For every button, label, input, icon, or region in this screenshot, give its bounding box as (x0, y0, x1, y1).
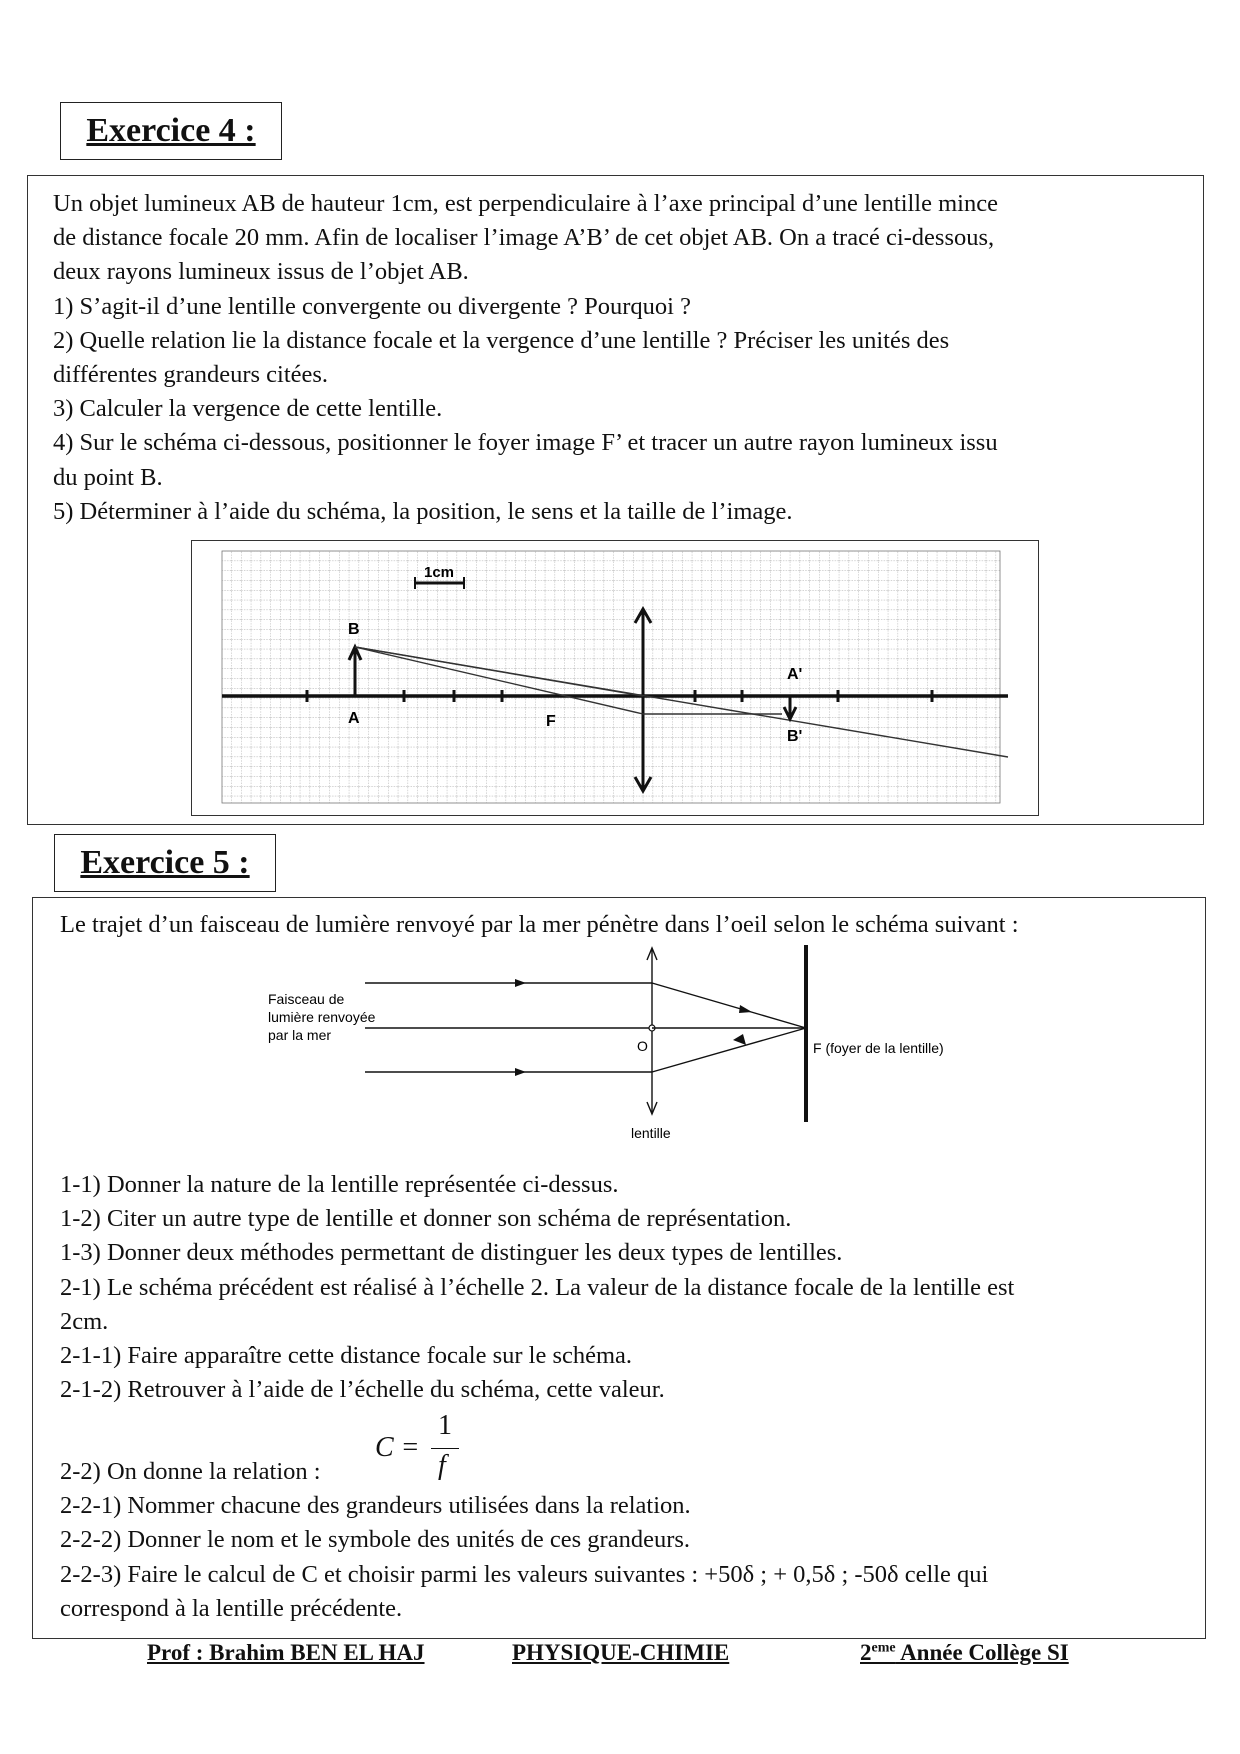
ex4-line: du point B. (53, 463, 163, 491)
ex4-question-3: 3) Calculer la vergence de cette lentille. (53, 395, 443, 423)
ex5-question-2-1-2: 2-1-2) Retrouver à l’aide de l’échelle du schéma, cette valeur. (60, 1376, 665, 1404)
formula-denominator: f (438, 1450, 446, 1481)
ex4-line: de distance focale 20 mm. Afin de localiser l’image A’B’ de cet objet AB. On a tracé ci-dessous, (53, 224, 995, 252)
exercise-5-questions-2 (60, 1455, 988, 1626)
ex4-question-2: 2) Quelle relation lie la distance focale et la vergence d’une lentille ? Préciser les unités des (53, 326, 950, 354)
label-lens: lentille (631, 1125, 671, 1140)
ex5-line: 2cm. (60, 1307, 109, 1335)
label-B-prime: B' (787, 728, 803, 745)
graph-paper (222, 551, 1000, 803)
refracted-rays (652, 983, 806, 1072)
formula-numerator: 1 (438, 1410, 452, 1441)
eye-lens-diagram (260, 940, 1020, 1140)
ex5-question-1-1: 1-1) Donner la nature de la lentille représentée ci-dessus. (60, 1171, 619, 1198)
label-B: B (348, 621, 360, 638)
ex4-line: deux rayons lumineux issus de l’objet AB. (53, 258, 469, 286)
exercise-4-title (60, 102, 282, 160)
scale-label: 1cm (423, 564, 455, 581)
formula-fraction-bar (431, 1448, 459, 1449)
footer-level (860, 1640, 1069, 1666)
ex4-question-5: 5) Déterminer à l’aide du schéma, la position, le sens et la taille de l’image. (53, 497, 793, 525)
beam-label-3: par la mer (268, 1027, 332, 1043)
exercise-4-text (53, 187, 998, 529)
ex5-question-2-2-1: 2-2-1) Nommer chacune des grandeurs utilisées dans la relation. (60, 1492, 691, 1520)
incident-rays (365, 983, 652, 1072)
ex5-question-2-1-1: 2-1-1) Faire apparaître cette distance focale sur le schéma. (60, 1342, 633, 1370)
label-O: O (637, 1038, 648, 1054)
ex5-question-2-2-3: 2-2-3) Faire le calcul de C et choisir parmi les valeurs suivantes : +50δ ; + 0,5δ ; -50δ celle qui (60, 1560, 989, 1588)
footer-teacher-text: Prof : Brahim BEN EL HAJ (147, 1640, 425, 1665)
ex5-question-2-1: 2-1) Le schéma précédent est réalisé à l’échelle 2. La valeur de la distance focale de la lentille est (60, 1273, 1015, 1301)
ex5-question-2-2-2: 2-2-2) Donner le nom et le symbole des unités de ces grandeurs. (60, 1526, 691, 1554)
footer-subject-text: PHYSIQUE-CHIMIE (512, 1640, 730, 1665)
label-A: A (348, 710, 360, 727)
ex5-line: correspond à la lentille précédente. (60, 1594, 403, 1622)
lens-grid-svg (192, 541, 1038, 815)
label-A-prime: A' (787, 666, 803, 683)
ex4-question-1: 1) S’agit-il d’une lentille convergente ou divergente ? Pourquoi ? (53, 292, 691, 320)
label-F-focus: F (foyer de la lentille) (813, 1040, 944, 1056)
footer-level-num: 2 (860, 1640, 872, 1665)
ex5-intro-line: Le trajet d’un faisceau de lumière renvoyé par la mer pénètre dans l’oeil selon le schéma suivant : (60, 911, 1019, 938)
exercise-4-title-text: Exercice 4 : (86, 112, 256, 149)
footer-subject (512, 1640, 729, 1666)
footer-teacher (147, 1640, 425, 1666)
formula-lhs: C = (375, 1432, 420, 1463)
beam-label-1: Faisceau de (268, 991, 345, 1007)
footer-level-sup: eme (871, 1640, 896, 1656)
label-F: F (546, 713, 556, 730)
exercise-5-questions (60, 1168, 1014, 1407)
ex4-line: différentes grandeurs citées. (53, 361, 329, 389)
ex4-line: Un objet lumineux AB de hauteur 1cm, est perpendiculaire à l’axe principal d’une lentille mince (53, 190, 998, 217)
lens-grid-diagram (191, 540, 1039, 816)
ex5-question-1-2: 1-2) Citer un autre type de lentille et donner son schéma de représentation. (60, 1205, 792, 1233)
ex5-question-2-2: 2-2) On donne la relation : (60, 1458, 321, 1485)
exercise-5-intro (60, 908, 1019, 942)
exercise-5-title (54, 834, 276, 892)
ex4-question-4: 4) Sur le schéma ci-dessous, positionner le foyer image F’ et tracer un autre rayon lumineux issu (53, 429, 998, 457)
beam-label-2: lumière renvoyée (268, 1009, 376, 1025)
ex5-question-1-3: 1-3) Donner deux méthodes permettant de distinguer les deux types de lentilles. (60, 1239, 843, 1267)
footer-level-text: Année Collège SI (895, 1640, 1069, 1665)
exercise-5-title-text: Exercice 5 : (80, 844, 250, 881)
